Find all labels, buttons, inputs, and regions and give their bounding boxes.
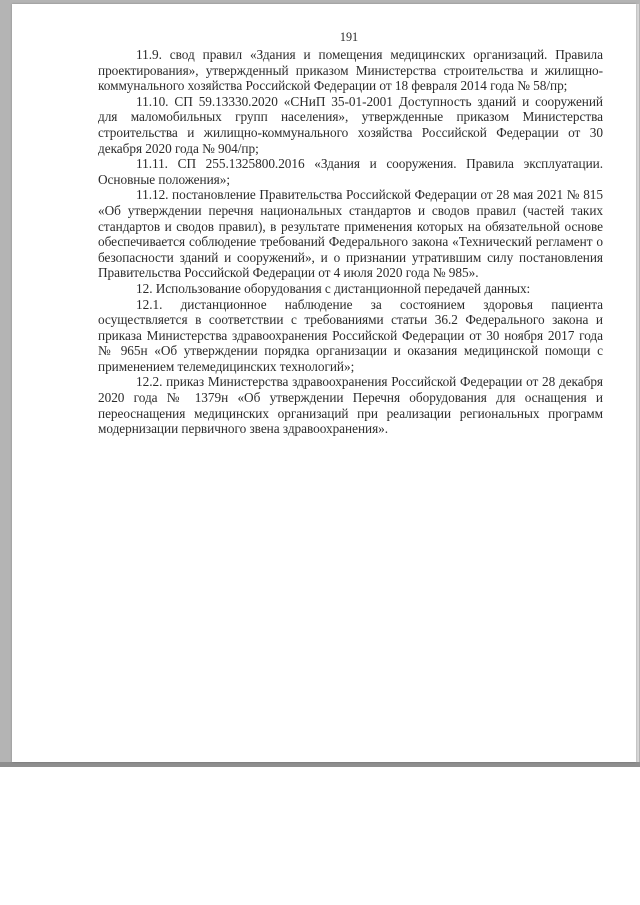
paragraph-11-12: 11.12. постановление Правительства Российской Федерации от 28 мая 2021 № 815 «Об утверждении перечня национальных стандартов и сводов правил (частей таких стандартов и сводов правил), в результате применения которых на обязательной основе обеспечивается соблюдение требований Федерального закона «Технический регламент о безопасности зданий и сооружений», и о признании утратившим силу постановления Правительства Российской Федерации от 4 июля 2020 года № 985». (98, 187, 603, 281)
paragraph-12-1: 12.1. дистанционное наблюдение за состоянием здоровья пациента осуществляется в соответствии с требованиями статьи 36.2 Федерального закона и приказа Министерства здравоохранения Российской Федерации от 30 ноября 2017 года № 965н «Об утверждении порядка организации и оказания медицинской помощи с применением телемедицинских технологий»; (98, 296, 603, 374)
document-body (98, 47, 603, 437)
paper-right-edge (636, 4, 639, 762)
scan-bottom-edge (0, 762, 640, 767)
paragraph-12: 12. Использование оборудования с дистанционной передачей данных: (136, 280, 531, 296)
paragraph-11-11: 11.11. СП 255.1325800.2016 «Здания и сооружения. Правила эксплуатации. Основные положения»; (98, 156, 603, 187)
paragraph-11-10: 11.10. СП 59.13330.2020 «СНиП 35-01-2001 Доступность зданий и сооружений для маломобильных групп населения», утвержденные приказом Министерства строительства и жилищно-коммунального хозяйства Российской Федерации от 30 декабря 2020 года № 904/пр; (98, 93, 603, 156)
paragraph-12-2: 12.2. приказ Министерства здравоохранения Российской Федерации от 28 декабря 2020 года № 1379н «Об утверждении Перечня оборудования для оснащения и переоснащения медицинских организаций при реализации региональных программ модернизации первичного звена здравоохранения». (98, 374, 603, 437)
page-number: 191 (339, 30, 359, 44)
paragraph-11-9: 11.9. свод правил «Здания и помещения медицинских организаций. Правила проектирования», утвержденный приказом Министерства строительства и жилищно-коммунального хозяйства Российской Федерации от 18 февраля 2014 года № 58/пр; (98, 47, 603, 94)
